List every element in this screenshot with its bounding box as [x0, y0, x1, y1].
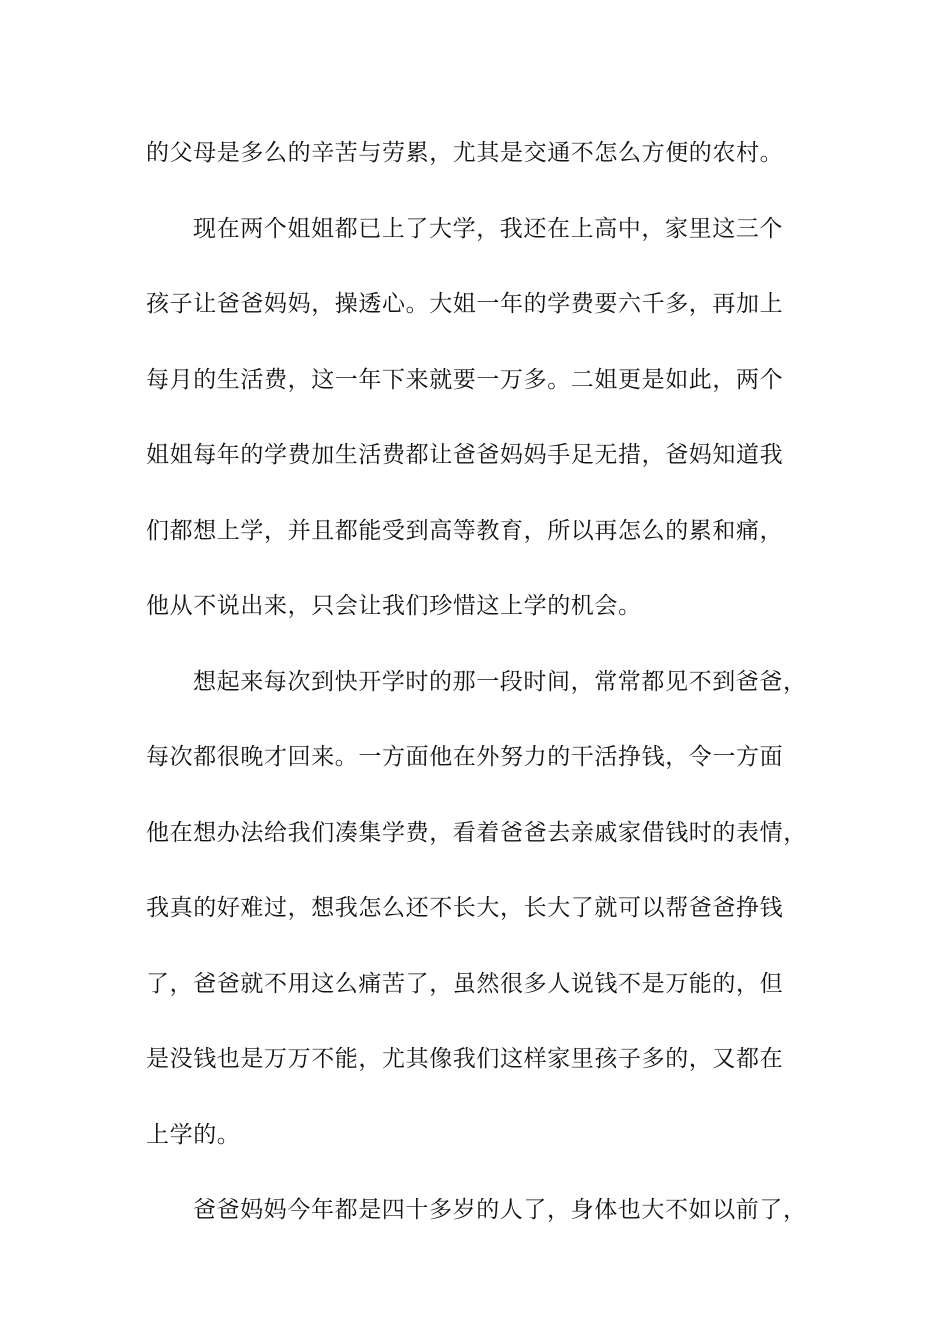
text-line: 们都想上学，并且都能受到高等教育，所以再怎么的累和痛，	[146, 517, 784, 544]
text-line: 了，爸爸就不用这么痛苦了，虽然很多人说钱不是万能的，但	[146, 970, 784, 997]
text-line: 姐姐每年的学费加生活费都让爸爸妈妈手足无措，爸妈知道我	[146, 442, 784, 468]
text-line: 现在两个姐姐都已上了大学，我还在上高中，家里这三个	[193, 215, 783, 242]
text-line: 每月的生活费，这一年下来就要一万多。二姐更是如此，两个	[146, 366, 784, 393]
text-line: 的父母是多么的辛苦与劳累，尤其是交通不怎么方便的农村。	[146, 140, 784, 166]
text-line: 我真的好难过，想我怎么还不长大，长大了就可以帮爸爸挣钱	[146, 895, 784, 921]
text-line: 爸爸妈妈今年都是四十多岁的人了，身体也大不如以前了，	[193, 1197, 807, 1223]
text-line: 孩子让爸爸妈妈，操透心。大姐一年的学费要六千多，再加上	[146, 291, 784, 317]
text-line: 上学的。	[146, 1121, 241, 1148]
text-line: 想起来每次到快开学时的那一段时间，常常都见不到爸爸，	[193, 668, 807, 695]
text-line: 他从不说出来，只会让我们珍惜这上学的机会。	[146, 593, 642, 619]
text-line: 是没钱也是万万不能，尤其像我们这样家里孩子多的，又都在	[146, 1046, 784, 1072]
text-line: 每次都很晚才回来。一方面他在外努力的干活挣钱，令一方面	[146, 744, 784, 770]
body-text	[146, 130, 836, 1263]
text-line: 他在想办法给我们凑集学费，看着爸爸去亲戚家借钱时的表情，	[146, 819, 807, 846]
